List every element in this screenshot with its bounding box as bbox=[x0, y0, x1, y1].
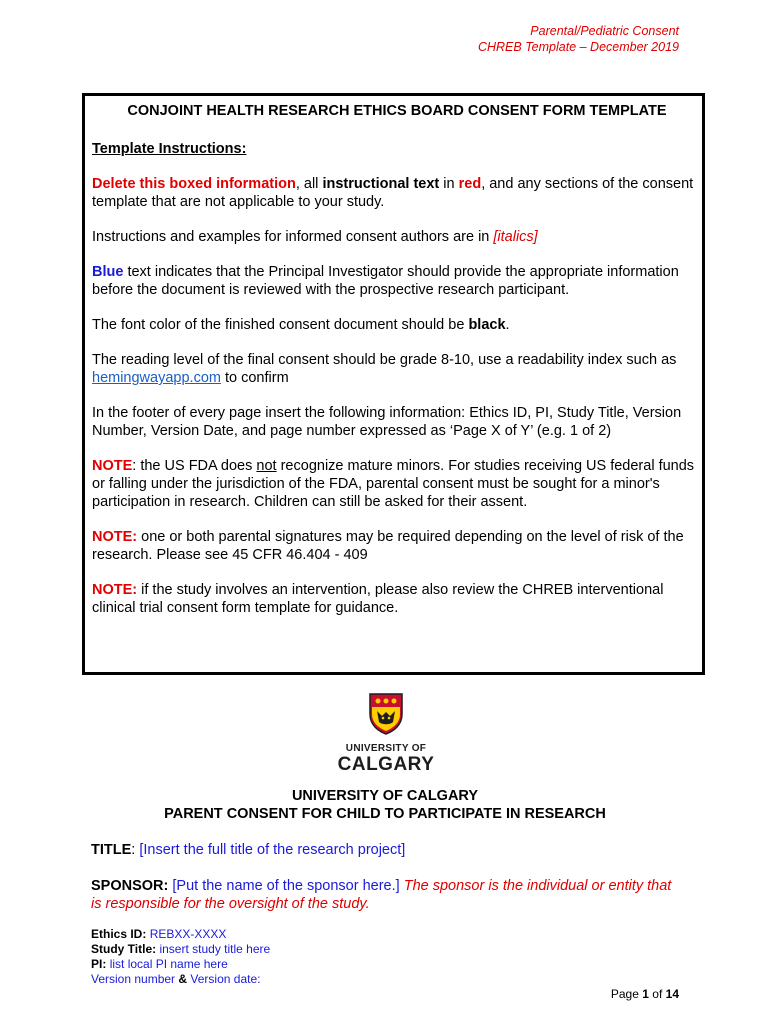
page-number bbox=[611, 987, 679, 1001]
instructions-box bbox=[82, 93, 705, 675]
header-line-2: CHREB Template – December 2019 bbox=[477, 40, 679, 54]
hemingway-link[interactable]: hemingwayapp.com bbox=[92, 370, 221, 386]
text-run: in bbox=[439, 176, 459, 192]
university-logo bbox=[336, 692, 436, 775]
doc-title-2: PARENT CONSENT FOR CHILD TO PARTICIPATE IN RESEARCH bbox=[164, 806, 606, 822]
blue-word: Blue bbox=[92, 264, 124, 280]
logo-line-1: UNIVERSITY OF bbox=[345, 743, 427, 754]
pi-value: list local PI name here bbox=[109, 957, 228, 971]
sponsor-value: [Put the name of the sponsor here.] bbox=[172, 878, 400, 894]
page-word: Page bbox=[610, 987, 639, 1001]
instruction-paragraph-5 bbox=[92, 351, 702, 387]
underlined-word: not bbox=[256, 458, 277, 474]
instruction-paragraph-4 bbox=[92, 316, 702, 334]
ethics-value: REBXX-XXXX bbox=[149, 927, 227, 941]
page-total: 14 bbox=[665, 987, 679, 1001]
page-header bbox=[478, 23, 679, 55]
pi-label: PI: bbox=[91, 957, 107, 971]
box-title: CONJOINT HEALTH RESEARCH ETHICS BOARD CONSENT FORM TEMPLATE bbox=[127, 103, 667, 119]
study-title-line bbox=[91, 841, 405, 859]
logo-line-2: CALGARY bbox=[337, 754, 435, 775]
page-current: 1 bbox=[642, 987, 649, 1001]
text-run: text indicates that the Principal Investigator should provide the appropriate information before the document is reviewed with the prospective research participant. bbox=[92, 264, 679, 298]
footer-version bbox=[91, 972, 270, 987]
title-label: TITLE bbox=[91, 842, 132, 858]
delete-text: Delete this boxed information bbox=[92, 176, 296, 192]
study-label: Study Title: bbox=[91, 942, 157, 956]
note-label: NOTE bbox=[92, 458, 133, 474]
text-run: , and any sections of the consent template that are not applicable to your study. bbox=[92, 176, 694, 210]
page-footer bbox=[91, 927, 270, 987]
black-word: black bbox=[468, 317, 506, 333]
sponsor-label: SPONSOR: bbox=[91, 878, 169, 894]
note-intervention bbox=[92, 581, 702, 617]
ethics-label: Ethics ID: bbox=[91, 927, 147, 941]
red-word: red bbox=[458, 176, 482, 192]
footer-pi bbox=[91, 957, 270, 972]
header-line-1: Parental/Pediatric Consent bbox=[530, 24, 679, 38]
instructions-heading: Template Instructions: bbox=[92, 141, 247, 157]
note-fda bbox=[92, 457, 702, 511]
text-run: . bbox=[505, 317, 510, 333]
ampersand: & bbox=[178, 972, 188, 986]
note-label: NOTE: bbox=[92, 582, 138, 598]
text-run: : bbox=[131, 842, 140, 858]
text-run: : the US FDA does bbox=[132, 458, 257, 474]
footer-study-title bbox=[91, 942, 270, 957]
page-of: of bbox=[652, 987, 663, 1001]
note-label: NOTE: bbox=[92, 529, 138, 545]
sponsor-note: The sponsor is the individual or entity that is responsible for the oversight of the study. bbox=[91, 878, 672, 912]
italics-word: [italics] bbox=[493, 229, 538, 245]
title-value: [Insert the full title of the research project] bbox=[139, 842, 406, 858]
study-value: insert study title here bbox=[159, 942, 271, 956]
text-run: one or both parental signatures may be required depending on the level of risk of the research. Please see 45 CFR 46.404 - 409 bbox=[92, 529, 684, 563]
text-run: The reading level of the final consent should be grade 8-10, use a readability index such as bbox=[92, 352, 677, 368]
instruction-paragraph-1 bbox=[92, 175, 702, 211]
doc-title-1: UNIVERSITY OF CALGARY bbox=[291, 788, 479, 804]
text-run: recognize mature minors. For studies receiving US federal funds or falling under the jurisdiction of the FDA, parental consent must be sought for a minor's participation in research. Children can still be asked for their assent. bbox=[92, 458, 695, 510]
instruction-paragraph-6: In the footer of every page insert the following information: Ethics ID, PI, Study Title, Version Number, Version Date, and page number expressed as ‘Page X of Y’ (e.g. 1 of 2) bbox=[92, 405, 682, 439]
version-number: Version number bbox=[91, 972, 176, 986]
sponsor-line bbox=[91, 877, 681, 913]
instruction-paragraph-2 bbox=[92, 228, 702, 246]
text-run: if the study involves an intervention, please also review the CHREB interventional clinical trial consent form template for guidance. bbox=[92, 582, 664, 616]
footer-ethics bbox=[91, 927, 270, 942]
text-run: The font color of the finished consent document should be bbox=[92, 317, 469, 333]
text-run: Instructions and examples for informed consent authors are in bbox=[92, 229, 494, 245]
text-run: to confirm bbox=[220, 370, 289, 386]
instruction-paragraph-3 bbox=[92, 263, 702, 299]
version-date: Version date: bbox=[190, 972, 261, 986]
note-signatures bbox=[92, 528, 702, 564]
text-run: , all bbox=[295, 176, 323, 192]
university-crest-icon bbox=[368, 692, 404, 736]
instructional-text: instructional text bbox=[322, 176, 440, 192]
